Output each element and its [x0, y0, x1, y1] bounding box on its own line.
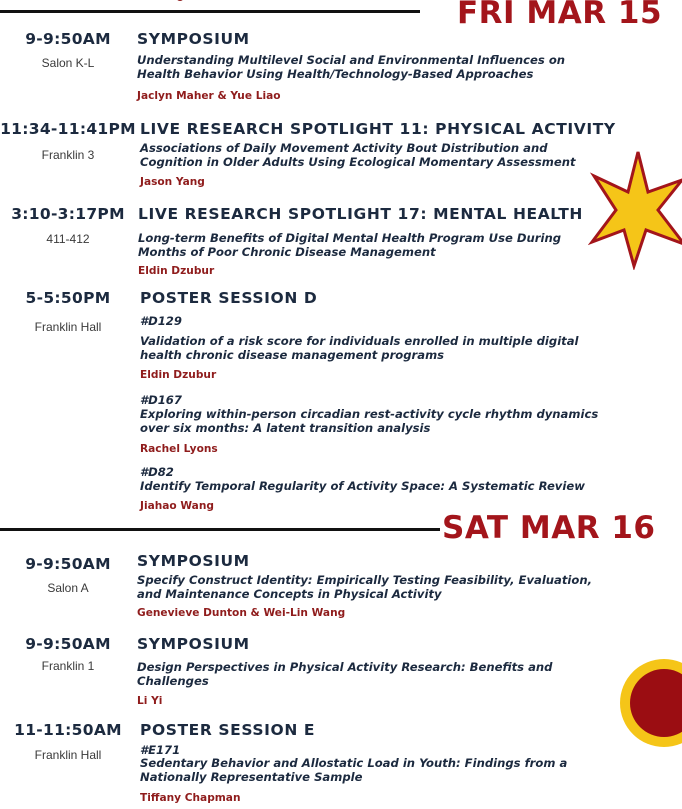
event-time: 9-9:50AM: [25, 30, 111, 48]
event-type: SYMPOSIUM: [137, 552, 250, 570]
event-time: 9-9:50AM: [25, 635, 111, 653]
poster-code: #D82: [140, 465, 174, 479]
day-heading-sat: SAT MAR 16: [442, 510, 656, 546]
event-location: Franklin Hall: [34, 748, 102, 762]
event-type: SYMPOSIUM: [137, 30, 250, 48]
divider-fri: [0, 10, 420, 13]
event-title: Specify Construct Identity: Empirically Testing Feasibility, Evaluation, and Maintenance Concepts in Physical Activity: [137, 573, 593, 601]
divider-sat: [0, 528, 440, 531]
poster-authors: Rachel Lyons: [140, 443, 218, 455]
event-title: Associations of Daily Movement Activity Bout Distribution and Cognition in Older Adults Using Ecological Momentary Assessment: [140, 141, 576, 169]
event-location: Salon A: [47, 581, 89, 595]
poster-authors: Tiffany Chapman: [140, 792, 241, 804]
circle-decoration-icon: [612, 655, 682, 755]
poster-code: #D129: [140, 314, 182, 328]
event-authors: Jason Yang: [140, 176, 205, 188]
poster-authors: Jiahao Wang: [140, 500, 214, 512]
poster-authors: Eldin Dzubur: [140, 369, 217, 381]
event-time: 9-9:50AM: [25, 555, 111, 573]
event-authors: Genevieve Dunton & Wei-Lin Wang: [137, 607, 346, 619]
event-title: Long-term Benefits of Digital Mental Health Program Use During Months of Poor Chronic Disease Management: [138, 231, 562, 259]
event-location: Franklin Hall: [34, 320, 102, 334]
poster-code: #E171: [140, 743, 181, 757]
event-type: LIVE RESEARCH SPOTLIGHT 11: PHYSICAL ACTIVITY: [140, 120, 616, 138]
event-location: Franklin 3: [41, 148, 95, 162]
event-time: 3:10-3:17PM: [11, 205, 125, 223]
event-authors: Li Yi: [137, 695, 163, 707]
event-type: SYMPOSIUM: [137, 635, 250, 653]
event-location: Salon K-L: [41, 56, 95, 70]
event-type: LIVE RESEARCH SPOTLIGHT 17: MENTAL HEALTH: [138, 205, 583, 223]
event-time: 11-11:50AM: [14, 721, 122, 739]
poster-title: Sedentary Behavior and Allostatic Load in Youth: Findings from a Nationally Representative Sample: [140, 756, 568, 784]
poster-title: Validation of a risk score for individuals enrolled in multiple digital health chronic disease management programs: [140, 334, 579, 362]
top-text-fragment: [176, 0, 184, 1]
poster-code: #D167: [140, 393, 182, 407]
event-authors: Eldin Dzubur: [138, 265, 215, 277]
day-heading-fri: FRI MAR 15: [457, 0, 663, 31]
event-time: 11:34-11:41PM: [0, 120, 136, 138]
event-type: POSTER SESSION D: [140, 289, 318, 307]
event-location: Franklin 1: [41, 659, 95, 673]
event-title: Understanding Multilevel Social and Environmental Influences on Health Behavior Using Health/Technology-Based Approaches: [137, 53, 566, 81]
event-title: Design Perspectives in Physical Activity Research: Benefits and Challenges: [137, 660, 553, 688]
event-time: 5-5:50PM: [25, 289, 111, 307]
event-authors: Jaclyn Maher & Yue Liao: [137, 90, 281, 102]
poster-title: Identify Temporal Regularity of Activity Space: A Systematic Review: [140, 479, 585, 493]
event-type: POSTER SESSION E: [140, 721, 316, 739]
poster-title: Exploring within-person circadian rest-activity cycle rhythm dynamics over six months: A latent transition analysis: [140, 407, 599, 435]
event-location: 411-412: [46, 232, 90, 246]
